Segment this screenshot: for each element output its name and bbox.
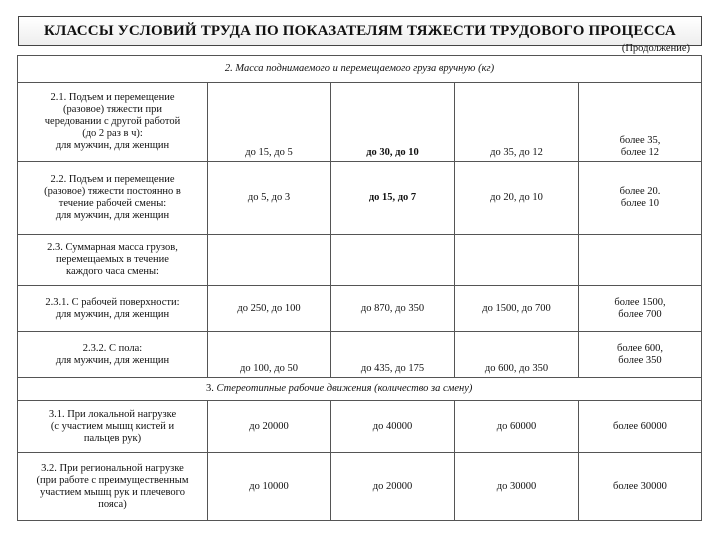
label-line: для мужчин, для женщин xyxy=(55,210,170,221)
label-line: для мужчин, для женщин xyxy=(55,308,170,320)
label-line: 2.2. Подъем и перемещение xyxy=(50,174,175,185)
cell-2-1-class4 xyxy=(579,83,702,162)
label-line: для мужчин, для женщин xyxy=(55,140,170,151)
value-line: более 35, xyxy=(619,135,661,146)
label-line: (при работе с преимущественным xyxy=(36,474,189,486)
cell-3-1-class2: до 40000 xyxy=(331,401,455,453)
cell-2-3-1-class3: до 1500, до 700 xyxy=(455,286,579,332)
cell-2-2-class2: до 15, до 7 xyxy=(331,162,455,235)
value-line: более 10 xyxy=(620,198,660,209)
row-label-2-3-2 xyxy=(18,332,208,378)
value-line: более 12 xyxy=(620,147,660,158)
table-row-2-3 xyxy=(18,235,702,286)
empty-cell xyxy=(455,235,579,286)
cell-3-2-class2: до 20000 xyxy=(331,453,455,521)
value-line: более 700 xyxy=(618,308,662,320)
label-line: 3.2. При региональной нагрузке xyxy=(41,462,184,474)
label-line: участием мышц рук и плечевого xyxy=(40,486,185,498)
row-label-2-3 xyxy=(18,235,208,286)
row-label-2-1 xyxy=(18,83,208,162)
cell-3-2-class4: более 30000 xyxy=(579,453,702,521)
label-line: чередовании с другой работой xyxy=(44,116,181,127)
label-line: пальцев рук) xyxy=(83,432,142,444)
continuation-note: (Продолжение) xyxy=(621,43,690,54)
empty-cell xyxy=(208,235,331,286)
cell-2-1-class2: до 30, до 10 xyxy=(331,83,455,162)
label-line: (разовое) тяжести при xyxy=(62,104,163,115)
row-label-3-1 xyxy=(18,401,208,453)
label-line: 2.3.1. С рабочей поверхности: xyxy=(45,296,180,308)
value-line: более 600, xyxy=(616,342,663,354)
label-line: перемещаемых в течение xyxy=(56,254,169,265)
cell-2-3-2-class1: до 100, до 50 xyxy=(208,332,331,378)
value-line: более 20. xyxy=(619,186,661,197)
cell-2-2-class3: до 20, до 10 xyxy=(455,162,579,235)
section-3-header-row xyxy=(18,378,702,401)
cell-2-3-1-class2: до 870, до 350 xyxy=(331,286,455,332)
label-line: пояса) xyxy=(98,498,127,510)
empty-cell xyxy=(331,235,455,286)
cell-2-3-2-class2: до 435, до 175 xyxy=(331,332,455,378)
section-3-number: 3. xyxy=(206,383,214,394)
table-row-3-2 xyxy=(18,453,702,521)
table-row-2-2 xyxy=(18,162,702,235)
label-line: (разовое) тяжести постоянно в xyxy=(44,186,181,197)
value-line: более 1500, xyxy=(614,296,666,308)
page-title: КЛАССЫ УСЛОВИЙ ТРУДА ПО ПОКАЗАТЕЛЯМ ТЯЖЕСТИ ТРУДОВОГО ПРОЦЕССА xyxy=(18,16,702,46)
table-row-2-3-2 xyxy=(18,332,702,378)
row-label-2-2 xyxy=(18,162,208,235)
value-line: более 350 xyxy=(618,354,662,366)
cell-2-3-1-class4 xyxy=(579,286,702,332)
cell-2-1-class1: до 15, до 5 xyxy=(208,83,331,162)
label-line: (до 2 раз в ч): xyxy=(82,128,143,139)
row-label-2-3-1 xyxy=(18,286,208,332)
cell-2-1-class3: до 35, до 12 xyxy=(455,83,579,162)
label-line: течение рабочей смены: xyxy=(58,198,167,209)
label-line: 2.1. Подъем и перемещение xyxy=(50,92,175,103)
section-2-title: 2. Масса поднимаемого и перемещаемого груза вручную (кг) xyxy=(18,56,702,83)
labor-severity-table xyxy=(17,55,702,521)
label-line: 2.3.2. С пола: xyxy=(82,342,143,354)
table-row-2-1 xyxy=(18,83,702,162)
cell-2-2-class4 xyxy=(579,162,702,235)
label-line: для мужчин, для женщин xyxy=(55,354,170,366)
section-3-text: Стереотипные рабочие движения (количество за смену) xyxy=(216,383,473,394)
cell-3-1-class1: до 20000 xyxy=(208,401,331,453)
label-line: (с участием мышц кистей и xyxy=(50,420,175,432)
cell-2-3-1-class1: до 250, до 100 xyxy=(208,286,331,332)
section-3-title xyxy=(18,378,702,401)
row-label-3-2 xyxy=(18,453,208,521)
cell-2-3-2-class3: до 600, до 350 xyxy=(455,332,579,378)
label-line: 2.3. Суммарная масса грузов, xyxy=(47,242,178,253)
cell-3-1-class4: более 60000 xyxy=(579,401,702,453)
table-row-3-1 xyxy=(18,401,702,453)
cell-3-2-class1: до 10000 xyxy=(208,453,331,521)
cell-2-2-class1: до 5, до 3 xyxy=(208,162,331,235)
cell-3-1-class3: до 60000 xyxy=(455,401,579,453)
label-line: 3.1. При локальной нагрузке xyxy=(48,408,177,420)
label-line: каждого часа смены: xyxy=(66,266,159,277)
section-2-header-row xyxy=(18,56,702,83)
cell-3-2-class3: до 30000 xyxy=(455,453,579,521)
table-row-2-3-1 xyxy=(18,286,702,332)
cell-2-3-2-class4 xyxy=(579,332,702,378)
empty-cell xyxy=(579,235,702,286)
